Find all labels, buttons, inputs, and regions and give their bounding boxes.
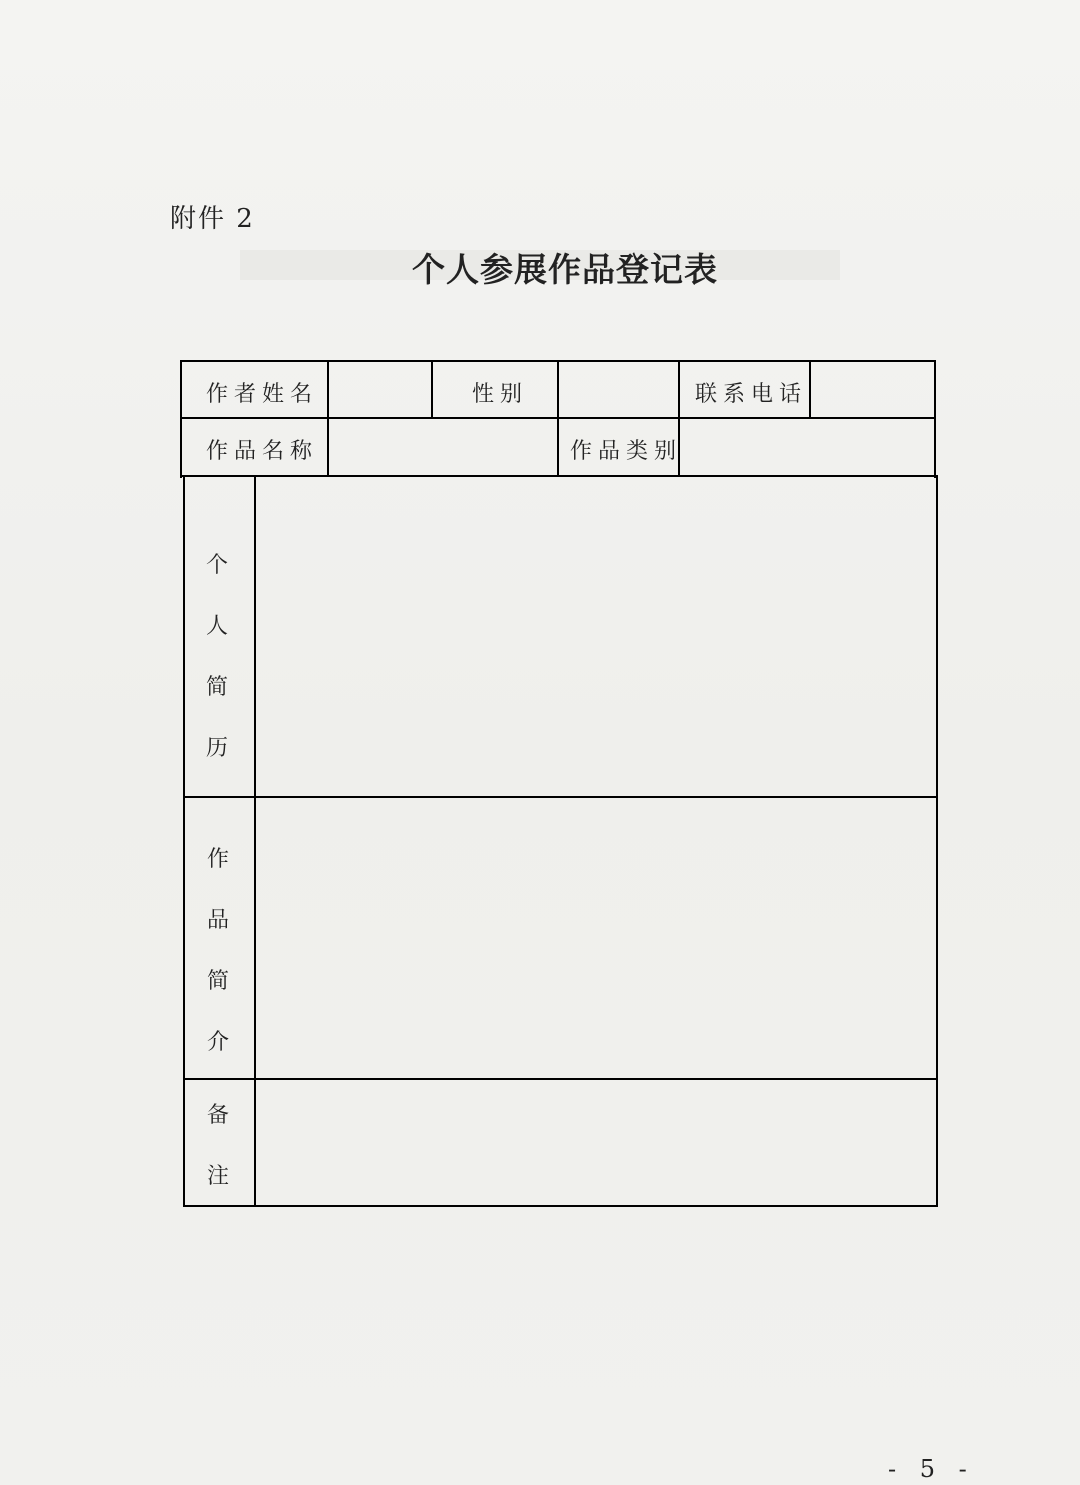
- rule-label-column: [254, 475, 256, 1207]
- intro-char: 品: [207, 908, 230, 933]
- intro-char: 简: [207, 969, 230, 994]
- resume-char: 人: [206, 614, 229, 639]
- rule-r1-b: [431, 360, 433, 419]
- resume-char: 历: [206, 736, 229, 761]
- rule-right-lower: [936, 475, 938, 1207]
- rule-r1-a: [327, 360, 329, 477]
- resume-char: 简: [206, 675, 229, 700]
- form-title: 个人参展作品登记表: [412, 250, 718, 289]
- phone-label: 联系电话: [695, 382, 808, 407]
- resume-label: [206, 548, 228, 762]
- annex-label: 附件 2: [170, 204, 255, 234]
- resume-char: 个: [206, 553, 229, 578]
- rule-intro-bottom: [184, 1078, 938, 1080]
- gender-label: 性别: [472, 382, 529, 407]
- rule-r1-c: [557, 360, 559, 477]
- remarks-label: [207, 1098, 229, 1190]
- rule-bottom: [184, 1205, 938, 1207]
- rule-left-lower: [183, 475, 185, 1207]
- page-number: - 5 -: [888, 1455, 975, 1483]
- rule-r1-e: [809, 360, 811, 419]
- work-title-label: 作品名称: [206, 439, 319, 464]
- rule-right: [934, 360, 936, 478]
- author-name-label: 作者姓名: [206, 382, 319, 407]
- work-intro-label: [207, 842, 229, 1056]
- work-category-label: 作品类别: [570, 439, 683, 464]
- rule-left: [180, 360, 182, 478]
- intro-char: 作: [207, 847, 230, 872]
- intro-char: 介: [207, 1030, 230, 1055]
- rule-resume-bottom: [183, 796, 938, 798]
- remarks-char: 备: [207, 1103, 230, 1128]
- remarks-char: 注: [207, 1164, 230, 1189]
